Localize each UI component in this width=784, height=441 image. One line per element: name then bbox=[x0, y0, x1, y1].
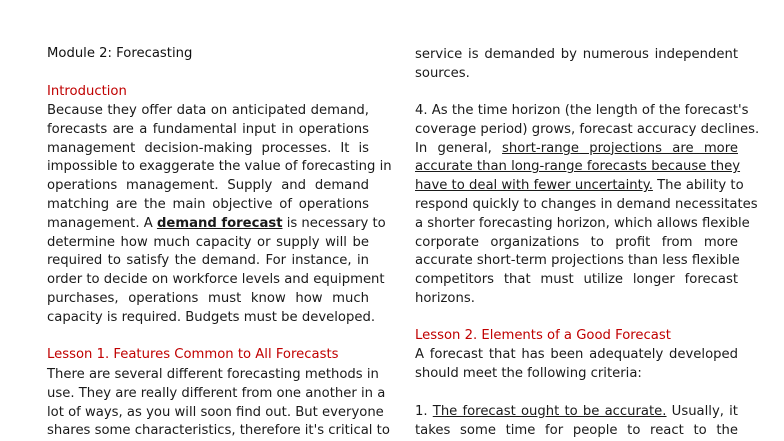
lesson-2-heading: Lesson 2. Elements of a Good Forecast bbox=[415, 328, 671, 343]
lesson-1-paragraph bbox=[47, 366, 390, 441]
df-before: management. A bbox=[47, 215, 157, 231]
text-line: horizons. bbox=[415, 290, 475, 306]
continued-paragraph bbox=[415, 46, 738, 84]
p4-l3-before: In general, bbox=[415, 140, 503, 156]
p4-l5-underlined: have to deal with fewer uncertainty. bbox=[415, 178, 653, 194]
lesson-1-heading: Lesson 1. Features Common to All Forecasts bbox=[47, 347, 339, 362]
intro-lines-a bbox=[47, 102, 392, 215]
criterion-1-number: 1. bbox=[415, 404, 433, 419]
text-line: service is demanded by numerous independent bbox=[415, 47, 738, 62]
p4-l3-underlined: short-range projections are more bbox=[502, 140, 738, 156]
text-line: management decision-making processes. It is bbox=[47, 140, 369, 156]
text-line: required to satisfy the demand. For instance, in bbox=[47, 253, 369, 269]
point-4-line-5 bbox=[415, 177, 744, 196]
text-line: purchases, operations must know how much bbox=[47, 290, 369, 306]
module-title: Module 2: Forecasting bbox=[47, 46, 193, 61]
criterion-1-after: Usually, it bbox=[666, 404, 738, 419]
demand-forecast-term: demand forecast bbox=[156, 215, 283, 231]
text-line: determine how much capacity or supply will be bbox=[47, 234, 369, 250]
criterion-1-line-2: takes some time for people to react to the bbox=[415, 422, 738, 438]
text-line: lot of ways, as you will soon find out. But everyone bbox=[47, 404, 384, 420]
criterion-1-paragraph bbox=[415, 403, 738, 441]
text-line: A forecast that has been adequately developed bbox=[415, 347, 738, 362]
text-line: matching are the main objective of operations bbox=[47, 196, 369, 212]
text-line: shares some characteristics, therefore it's critical to bbox=[47, 423, 390, 439]
intro-lines-b bbox=[47, 234, 385, 328]
point-4-line-3 bbox=[415, 140, 738, 159]
text-line: There are several different forecasting methods in bbox=[47, 367, 379, 382]
introduction-heading: Introduction bbox=[47, 84, 127, 99]
criterion-1-line-1 bbox=[415, 403, 738, 422]
text-line: accurate short-term projections than less flexible bbox=[415, 253, 740, 269]
text-line: corporate organizations to profit from more bbox=[415, 234, 738, 250]
text-line: forecasts are a fundamental input in operations bbox=[47, 121, 369, 137]
point-4-paragraph bbox=[415, 102, 760, 309]
text-line: sources. bbox=[415, 65, 470, 81]
point-4-line-2: coverage period) grows, forecast accuracy declines. bbox=[415, 121, 760, 137]
p4-l4-underlined: accurate than long-range forecasts because they bbox=[415, 159, 741, 175]
text-line: impossible to exaggerate the value of forecasting in bbox=[47, 159, 392, 175]
text-line: order to decide on workforce levels and equipment bbox=[47, 272, 385, 288]
text-line: Because they offer data on anticipated demand, bbox=[47, 103, 369, 118]
text-line: should meet the following criteria: bbox=[415, 365, 642, 381]
text-line: use. They are really different from one another in a bbox=[47, 385, 386, 401]
p4-l5-after: The ability to bbox=[652, 178, 744, 194]
criterion-1-underlined: The forecast ought to be accurate. bbox=[432, 404, 667, 419]
lesson-2-paragraph bbox=[415, 346, 738, 384]
text-line: operations management. Supply and demand bbox=[47, 178, 369, 194]
point-4-line-4 bbox=[415, 158, 741, 177]
text-line: respond quickly to changes in demand necessitates bbox=[415, 196, 758, 212]
text-line: capacity is required. Budgets must be developed. bbox=[47, 309, 376, 325]
point-4-rest bbox=[415, 196, 758, 309]
introduction-paragraph bbox=[47, 102, 392, 328]
text-line: a shorter forecasting horizon, which allows flexible bbox=[415, 215, 750, 231]
demand-forecast-line bbox=[47, 215, 386, 234]
text-line: competitors that must utilize longer forecast bbox=[415, 272, 738, 288]
df-after: is necessary to bbox=[282, 215, 386, 231]
point-4-line-1: 4. As the time horizon (the length of the forecast's bbox=[415, 103, 749, 118]
